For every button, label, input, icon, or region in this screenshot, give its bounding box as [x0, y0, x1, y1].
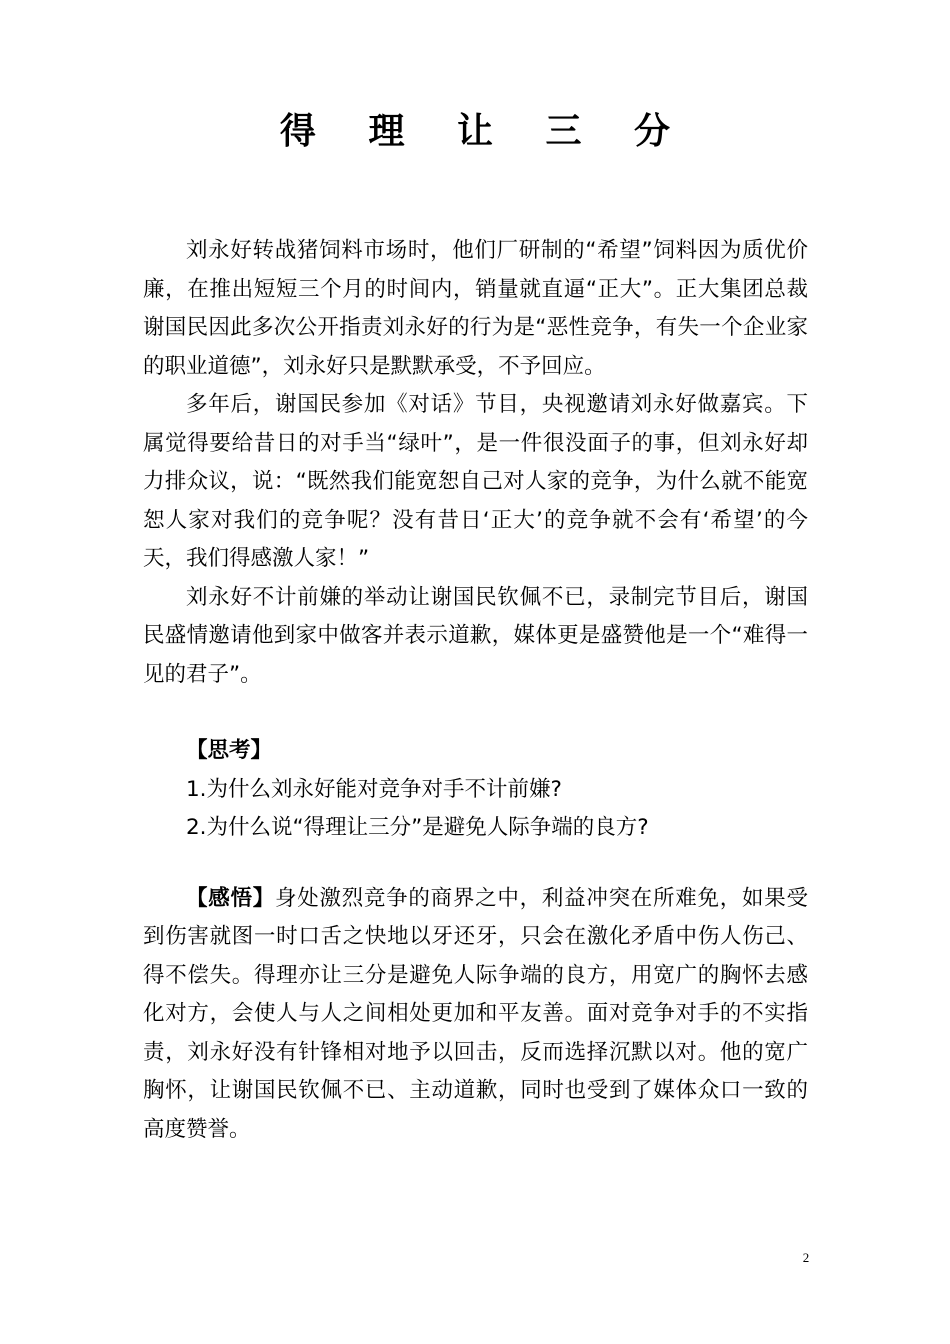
- insight-text: 身处激烈竞争的商界之中，利益冲突在所难免，如果受到伤害就图一时口舌之快地以牙还牙，只会在激化矛盾中伤人伤己、得不偿失。得理亦让三分是避免人际争端的良方，用宽广的胸怀去感化对方，会使人与人之间相处更加和平友善。面对竞争对手的不实指责，刘永好没有针锋相对地予以回击，反而选择沉默以对。他的宽广胸怀，让谢国民钦佩不已、主动道歉，同时也受到了媒体众口一致的高度赞誉。: [143, 885, 808, 1142]
- story-paragraph-2: 多年后，谢国民参加《对话》节目，央视邀请刘永好做嘉宾。下属觉得要给昔日的对手当“绿叶”，是一件很没面子的事，但刘永好却力排众议，说：“既然我们能宽恕自己对人家的竞争，为什么就不能宽恕人家对我们的竞争呢？没有昔日‘正大’的竞争就不会有‘希望’的今天，我们得感激人家！”: [143, 392, 808, 571]
- insight-label: 【感悟】: [186, 885, 275, 911]
- thinking-question-1: 1.为什么刘永好能对竞争对手不计前嫌?: [186, 776, 562, 802]
- story-paragraph-1: 刘永好转战猪饲料市场时，他们厂研制的“希望”饲料因为质优价廉，在推出短短三个月的时间内，销量就直逼“正大”。正大集团总裁谢国民因此多次公开指责刘永好的行为是“恶性竞争，有失一个企业家的职业道德”，刘永好只是默默承受，不予回应。: [143, 238, 808, 379]
- page-title: 得 理 让 三 分: [279, 111, 691, 152]
- thinking-heading: 【思考】: [186, 738, 273, 763]
- thinking-question-2: 2.为什么说“得理让三分”是避免人际争端的良方?: [186, 815, 649, 840]
- story-paragraph-3: 刘永好不计前嫌的举动让谢国民钦佩不已，录制完节目后，谢国民盛情邀请他到家中做客并表示道歉，媒体更是盛赞他是一个“难得一见的君子”。: [143, 584, 808, 687]
- page-number: 2: [802, 1250, 810, 1265]
- article-body: [143, 232, 808, 1149]
- insight-paragraph: [143, 880, 808, 1150]
